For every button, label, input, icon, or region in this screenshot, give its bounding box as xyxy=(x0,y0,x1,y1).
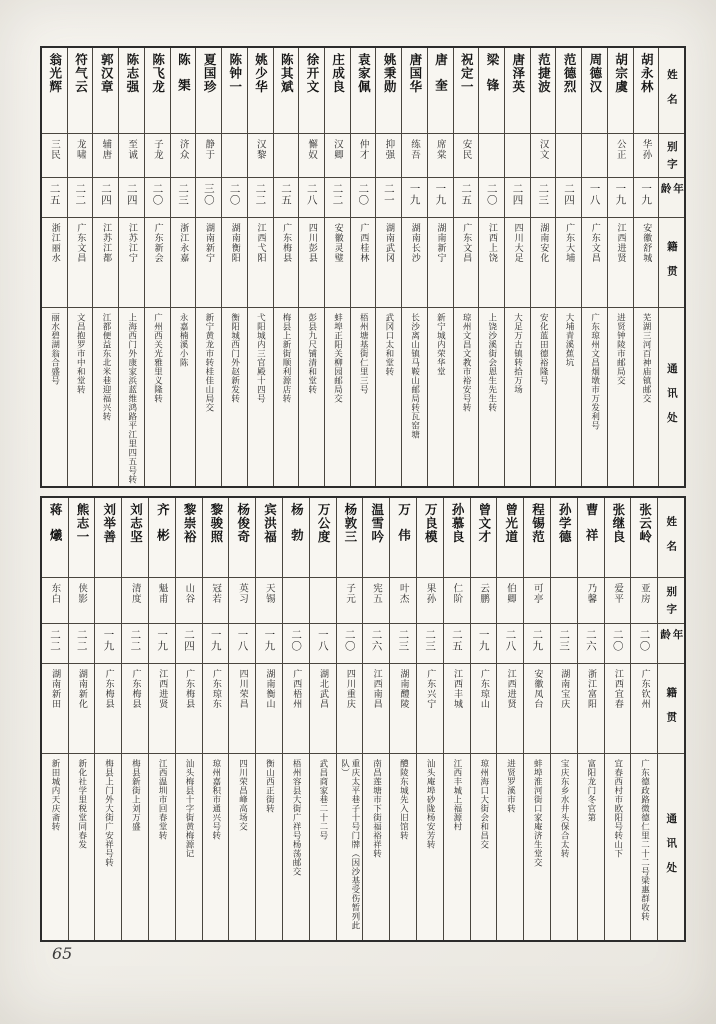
person-address: 琼州海口大街会和昌交 xyxy=(478,759,489,849)
person-native: 广东文昌 xyxy=(75,223,86,263)
person-column xyxy=(607,48,633,486)
person-zi: 汉黎 xyxy=(254,139,266,160)
person-address: 琼州嘉积市通兴号转 xyxy=(210,759,221,840)
person-column xyxy=(228,498,255,940)
person-address: 宝庆东乡水井头保合太转 xyxy=(559,759,570,858)
person-column xyxy=(633,48,659,486)
person-age: 一九 xyxy=(102,629,115,652)
person-address: 文昌抱罗市中和堂转 xyxy=(75,313,86,394)
person-address: 上饶沙溪街会恩生先生转 xyxy=(486,313,497,412)
person-name: 刘志坚 xyxy=(128,503,144,544)
person-native: 江西上饶 xyxy=(486,223,497,263)
person-name: 孙学德 xyxy=(557,503,573,544)
person-name: 范德烈 xyxy=(562,53,578,94)
person-native: 湖北武昌 xyxy=(318,669,329,709)
person-native: 广西梧州 xyxy=(291,669,302,709)
person-native: 广西桂林 xyxy=(358,223,369,263)
person-address: 彭县九尺铺清和堂转 xyxy=(306,313,317,394)
person-name: 胡永林 xyxy=(639,53,655,94)
person-column xyxy=(401,48,427,486)
person-column xyxy=(298,48,324,486)
person-name: 袁家佩 xyxy=(356,53,372,94)
person-age: 一九 xyxy=(156,629,169,652)
person-zi: 懈奴 xyxy=(306,139,318,160)
person-name: 翁光辉 xyxy=(47,53,63,94)
person-address: 汕头梅县十字街黄梅源记 xyxy=(183,759,194,858)
person-address: 弋阳城内三官殿十四号 xyxy=(255,313,266,403)
person-age: 二五 xyxy=(460,183,473,206)
person-column xyxy=(282,498,309,940)
person-native: 广东兴宁 xyxy=(425,669,436,709)
person-column xyxy=(92,48,118,486)
person-name: 范捷波 xyxy=(536,53,552,94)
person-age: 一八 xyxy=(236,629,249,652)
person-native: 广东大埔 xyxy=(564,223,575,263)
person-address: 新宁城内荣华堂 xyxy=(435,313,446,376)
person-native: 江西进贤 xyxy=(157,669,168,709)
person-column xyxy=(550,498,577,940)
person-name: 黎骏照 xyxy=(208,503,224,544)
person-native: 湖南长沙 xyxy=(409,223,420,263)
person-age: 二五 xyxy=(450,629,463,652)
person-age: 二五 xyxy=(280,183,293,206)
person-column xyxy=(523,498,550,940)
person-name: 唐泽英 xyxy=(510,53,526,94)
field-label-address: 通讯处 xyxy=(665,362,678,437)
person-native: 四川荣昌 xyxy=(237,669,248,709)
person-age: 一八 xyxy=(588,183,601,206)
person-name: 郭汉章 xyxy=(99,53,115,94)
person-column xyxy=(443,498,470,940)
person-address: 永嘉楠溪小陈 xyxy=(178,313,189,367)
person-age: 一九 xyxy=(477,629,490,652)
person-address: 衡阳城西门外赵新发转 xyxy=(229,313,240,403)
person-zi: 清度 xyxy=(129,583,141,604)
person-column xyxy=(42,48,67,486)
field-label-column xyxy=(657,498,684,940)
person-address: 江西丰城上福源村 xyxy=(451,759,462,831)
person-name: 万良模 xyxy=(423,503,439,544)
person-address: 大足万古镇转拾万场 xyxy=(512,313,523,394)
person-native: 广东琼山 xyxy=(478,669,489,709)
person-native: 安徽舒城 xyxy=(641,223,652,263)
field-label-name: 姓名 xyxy=(665,68,678,118)
field-label-zi: 别字 xyxy=(665,585,678,621)
person-column xyxy=(148,498,175,940)
person-name: 陈钟一 xyxy=(227,53,243,94)
person-zi: 英习 xyxy=(236,583,248,604)
person-column xyxy=(504,48,530,486)
person-zi: 宪五 xyxy=(370,583,382,604)
person-column xyxy=(68,498,95,940)
person-age: 二三 xyxy=(424,629,437,652)
person-column xyxy=(389,498,416,940)
person-column xyxy=(530,48,556,486)
person-zi: 济众 xyxy=(177,139,189,160)
person-age: 三〇 xyxy=(202,183,215,206)
person-column xyxy=(375,48,401,486)
person-native: 广东梅县 xyxy=(103,669,114,709)
field-label-column xyxy=(658,48,684,486)
person-age: 二二 xyxy=(331,183,344,206)
person-address: 富阳龙门冬官第 xyxy=(585,759,596,822)
page-number: 65 xyxy=(52,944,73,963)
person-age: 二八 xyxy=(504,629,517,652)
person-name: 夏国珍 xyxy=(202,53,218,94)
person-column xyxy=(175,498,202,940)
person-address: 汕头庵埠砂陇杨安芳转 xyxy=(425,759,436,849)
person-name: 蒋爔 xyxy=(48,503,64,554)
person-column xyxy=(555,48,581,486)
person-address: 江都便益东北米巷迎福兴转 xyxy=(101,313,111,421)
person-age: 一八 xyxy=(316,629,329,652)
person-zi: 仁阶 xyxy=(451,583,463,604)
person-name: 徐开文 xyxy=(304,53,320,94)
person-zi: 安民 xyxy=(460,139,472,160)
person-zi: 可亭 xyxy=(531,583,543,604)
person-name: 杨勃 xyxy=(289,503,305,554)
person-age: 一九 xyxy=(209,629,222,652)
person-address: 广州西关光雅里义隆转 xyxy=(152,313,163,403)
person-address: 武冈口太和堂转 xyxy=(383,313,394,376)
person-name: 孙慕良 xyxy=(450,503,466,544)
person-address: 琼州文昌文教市裕安号转 xyxy=(461,313,472,412)
person-age: 二四 xyxy=(125,183,138,206)
person-address: 蚌埠正阳关柳园邮局交 xyxy=(332,313,343,403)
field-label-native: 籍贯 xyxy=(665,686,678,736)
person-column xyxy=(324,48,350,486)
person-native: 江苏江宁 xyxy=(126,223,137,263)
person-native: 湖南新宁 xyxy=(204,223,214,263)
person-column xyxy=(144,48,170,486)
person-native: 江西进贤 xyxy=(615,223,626,263)
person-address: 江西温圳市回春堂转 xyxy=(157,759,168,840)
person-age: 一九 xyxy=(408,183,421,206)
person-age: 一九 xyxy=(263,629,276,652)
person-column xyxy=(118,48,144,486)
person-zi: 云鹏 xyxy=(478,583,490,604)
person-native: 四川重庆 xyxy=(344,669,355,709)
person-native: 广东琼东 xyxy=(210,669,221,709)
person-age: 一九 xyxy=(614,183,627,206)
person-age: 二九 xyxy=(531,629,544,652)
person-native: 江西宜春 xyxy=(612,669,623,709)
person-name: 杨俊奇 xyxy=(235,503,251,544)
person-column xyxy=(202,498,229,940)
person-address: 四川荣昌峰高场交 xyxy=(237,759,248,831)
person-address: 梅县上新街顺利源店转 xyxy=(281,313,292,403)
person-age: 二三 xyxy=(177,183,190,206)
person-native: 江西弋阳 xyxy=(255,223,266,263)
person-zi: 魁甫 xyxy=(156,583,168,604)
person-age: 二二 xyxy=(254,183,267,206)
person-native: 江西丰城 xyxy=(452,669,463,709)
person-zi: 侠影 xyxy=(76,583,88,604)
person-address: 宜春西村市欧阳号转山下 xyxy=(612,759,623,858)
person-age: 二三 xyxy=(558,629,571,652)
person-zi: 抑强 xyxy=(383,139,395,160)
person-name: 陈志强 xyxy=(124,53,140,94)
person-age: 二二 xyxy=(74,183,87,206)
person-zi: 亚房 xyxy=(638,583,650,604)
person-name: 万伟 xyxy=(396,503,412,554)
person-address: 进贤钟陵市邮局交 xyxy=(615,313,626,385)
person-zi: 子龙 xyxy=(151,139,163,160)
field-label-address: 通讯处 xyxy=(665,812,678,887)
person-native: 浙江丽水 xyxy=(49,223,60,263)
person-native: 湖南新宁 xyxy=(435,223,446,263)
person-age: 二四 xyxy=(182,629,195,652)
person-address: 新田城内天庆斋转 xyxy=(49,759,60,831)
person-name: 曾文才 xyxy=(476,503,492,544)
person-native: 江苏江都 xyxy=(101,223,112,263)
person-age: 二〇 xyxy=(151,183,164,206)
person-column xyxy=(362,498,389,940)
person-age: 二三 xyxy=(397,629,410,652)
field-label-zi: 别字 xyxy=(665,140,678,176)
person-age: 二〇 xyxy=(485,183,498,206)
person-native: 湖南武冈 xyxy=(384,223,395,263)
person-column xyxy=(427,48,453,486)
person-native: 湖南醴陵 xyxy=(398,669,409,709)
person-address: 南昌莲塘市下街福裕祥转 xyxy=(371,759,382,858)
person-native: 广东梅县 xyxy=(281,223,292,263)
person-native: 湖南新田 xyxy=(50,669,61,709)
field-label-name: 姓名 xyxy=(665,515,678,565)
person-address: 上海西门外康家浜蓝维鸿路平江里四五号转 xyxy=(126,313,137,484)
person-name: 曾光道 xyxy=(503,503,519,544)
person-address: 梅县新街上刘万盛 xyxy=(130,759,141,831)
person-zi: 叶杰 xyxy=(397,583,409,604)
person-address: 新化社学里税堂同春发 xyxy=(76,759,87,849)
person-native: 江西进贤 xyxy=(505,669,516,709)
person-name: 熊志一 xyxy=(74,503,90,544)
person-address: 进贤罗溪市转 xyxy=(505,759,516,813)
person-name: 陈飞龙 xyxy=(150,53,166,94)
person-address: 芜湖三河百神庙镇邮交 xyxy=(641,313,652,403)
person-zi: 天锡 xyxy=(263,583,275,604)
person-column xyxy=(470,498,497,940)
person-native: 广东新会 xyxy=(152,223,163,263)
person-zi: 冠若 xyxy=(210,583,222,604)
person-column xyxy=(94,498,121,940)
person-address: 安化蓝田德裕隆号 xyxy=(538,313,549,385)
person-column xyxy=(336,498,363,940)
person-age: 二二 xyxy=(75,629,88,652)
person-age: 二〇 xyxy=(611,629,624,652)
person-age: 二〇 xyxy=(228,183,241,206)
person-address: 重庆太平巷子十号门牌（因沙基受伤暂列此队） xyxy=(339,759,360,930)
person-native: 广东梅县 xyxy=(184,669,195,709)
person-column xyxy=(630,498,657,940)
person-age: 二八 xyxy=(305,183,318,206)
person-name: 庄成良 xyxy=(330,53,346,94)
person-address: 衡山西正街转 xyxy=(264,759,275,813)
person-column xyxy=(577,498,604,940)
person-age: 二〇 xyxy=(357,183,370,206)
person-address: 长沙离山镇马鞍山邮局转瓦窑塘 xyxy=(409,313,420,439)
person-zi: 乃馨 xyxy=(585,583,597,604)
person-name: 曹祥 xyxy=(584,503,600,554)
person-name: 祝定一 xyxy=(459,53,475,94)
person-zi: 伯卿 xyxy=(504,583,516,604)
person-native: 广东钦州 xyxy=(639,669,650,709)
person-column xyxy=(350,48,376,486)
person-address: 新宁黄龙市转桂佳山局交 xyxy=(203,313,214,412)
person-address: 广东德政路微德仁里二十二号梁惠群收转 xyxy=(639,759,650,921)
person-name: 陈榘 xyxy=(176,53,192,104)
person-column xyxy=(221,48,247,486)
person-zi: 华孙 xyxy=(640,139,652,160)
person-native: 江西南昌 xyxy=(371,669,382,709)
person-zi: 仲才 xyxy=(357,139,369,160)
person-address: 蚌埠淮河街口家庵济生堂交 xyxy=(532,759,543,867)
person-age: 二〇 xyxy=(343,629,356,652)
person-address: 大埔青溪蕉坑 xyxy=(563,313,574,367)
person-address: 广东琼州文昌烟墩市万发利号 xyxy=(589,313,600,430)
directory-table-top xyxy=(40,46,686,488)
person-zi: 东白 xyxy=(49,583,61,604)
person-name: 温雪吟 xyxy=(369,503,385,544)
person-name: 符气云 xyxy=(73,53,89,94)
person-name: 刘举善 xyxy=(101,503,117,544)
person-name: 万公度 xyxy=(316,503,332,544)
person-native: 湖南宝庆 xyxy=(559,669,570,709)
person-name: 张继良 xyxy=(610,503,626,544)
person-native: 广东文昌 xyxy=(589,223,600,263)
person-native: 湖南新化 xyxy=(76,669,87,709)
person-column xyxy=(416,498,443,940)
person-age: 二二 xyxy=(48,629,61,652)
person-address: 醴陵东城先入旧馆转 xyxy=(398,759,409,840)
field-label-age: 年龄 xyxy=(659,183,684,201)
person-zi: 三民 xyxy=(48,139,60,160)
person-age: 二四 xyxy=(562,183,575,206)
person-age: 二五 xyxy=(48,183,61,206)
person-age: 二〇 xyxy=(290,629,303,652)
person-zi: 龙啸 xyxy=(74,139,86,160)
person-address: 丽水碧湖翁合盛号 xyxy=(49,313,60,385)
person-native: 广东梅县 xyxy=(130,669,141,709)
person-column xyxy=(247,48,273,486)
person-age: 二二 xyxy=(129,629,142,652)
person-zi: 汉卿 xyxy=(331,139,343,160)
person-native: 浙江永嘉 xyxy=(178,223,189,263)
person-name: 唐国华 xyxy=(407,53,423,94)
person-age: 二六 xyxy=(370,629,383,652)
person-name: 梁锋 xyxy=(484,53,500,104)
person-column xyxy=(309,498,336,940)
person-name: 姚秉勋 xyxy=(382,53,398,94)
person-zi: 汉文 xyxy=(537,139,549,160)
person-native: 广东文昌 xyxy=(461,223,472,263)
person-column xyxy=(42,498,68,940)
person-column xyxy=(453,48,479,486)
person-age: 二〇 xyxy=(638,629,651,652)
person-name: 张云岭 xyxy=(637,503,653,544)
person-name: 周德汉 xyxy=(587,53,603,94)
field-label-native: 籍贯 xyxy=(665,240,678,290)
person-native: 安徽凤台 xyxy=(532,669,543,709)
person-zi: 至诚 xyxy=(126,139,138,160)
person-zi: 果孙 xyxy=(424,583,436,604)
field-label-age: 年龄 xyxy=(659,629,684,647)
person-name: 唐奎 xyxy=(433,53,449,104)
person-native: 四川彭县 xyxy=(306,223,317,263)
person-zi: 静于 xyxy=(203,139,215,160)
person-address: 梧州容县大街广祥号杨荡邮交 xyxy=(291,759,302,876)
person-native: 浙江富阳 xyxy=(586,669,597,709)
person-name: 黎崇裕 xyxy=(182,503,198,544)
person-age: 二四 xyxy=(511,183,524,206)
person-zi: 爱平 xyxy=(612,583,624,604)
person-name: 胡宗虞 xyxy=(613,53,629,94)
person-address: 武昌商家巷二十二号 xyxy=(317,759,328,840)
person-native: 湖南衡山 xyxy=(264,669,275,709)
person-column xyxy=(195,48,221,486)
person-name: 陈其斌 xyxy=(279,53,295,94)
person-column xyxy=(478,48,504,486)
person-age: 一九 xyxy=(640,183,653,206)
person-zi: 子元 xyxy=(344,583,356,604)
person-address: 梅县上门外大街广安祥号转 xyxy=(103,759,114,867)
person-native: 安徽灵璧 xyxy=(332,223,343,263)
person-column xyxy=(121,498,148,940)
person-name: 齐彬 xyxy=(155,503,171,554)
person-column xyxy=(67,48,93,486)
person-column xyxy=(170,48,196,486)
person-age: 二一 xyxy=(382,183,395,206)
person-native: 四川大足 xyxy=(512,223,523,263)
person-column xyxy=(581,48,607,486)
person-zi: 山谷 xyxy=(183,583,195,604)
person-name: 姚少华 xyxy=(253,53,269,94)
person-native: 湖南安化 xyxy=(538,223,549,263)
person-age: 二六 xyxy=(584,629,597,652)
person-age: 二四 xyxy=(100,183,113,206)
person-name: 杨敦三 xyxy=(342,503,358,544)
person-column xyxy=(255,498,282,940)
person-column xyxy=(496,498,523,940)
person-column xyxy=(273,48,299,486)
person-address: 梧州塘基街仁里三号 xyxy=(358,313,369,394)
directory-table-bottom xyxy=(40,496,686,942)
person-zi: 公正 xyxy=(614,139,626,160)
person-zi: 辅唐 xyxy=(100,139,112,160)
person-name: 宾洪福 xyxy=(262,503,278,544)
person-age: 一九 xyxy=(434,183,447,206)
person-native: 湖南衡阳 xyxy=(229,223,240,263)
person-zi: 练吾 xyxy=(409,139,421,160)
person-column xyxy=(604,498,631,940)
person-name: 程锡范 xyxy=(530,503,546,544)
person-age: 二三 xyxy=(537,183,550,206)
person-zi: 席棠 xyxy=(434,139,446,160)
